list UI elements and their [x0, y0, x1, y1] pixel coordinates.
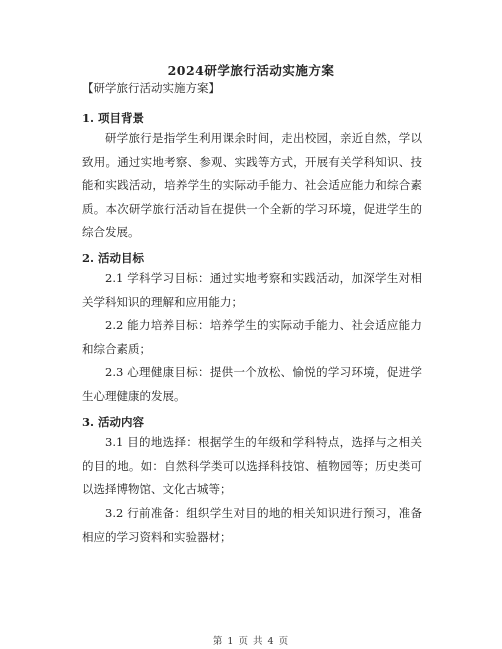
paragraph-background: 研学旅行是指学生利用课余时间，走出校园，亲近自然，学以致用。通过实地考察、参观、实践等方式，开展有关学科知识、技能和实践活动，培养学生的实际动手能力、社会适应能力和综合素质。本次研学旅行活动旨在提供一个全新的学习环境，促进学生的综合发展。 — [82, 131, 422, 239]
paragraph-goal-ability: 2.2 能力培养目标：培养学生的实际动手能力、社会适应能力和综合素质； — [82, 318, 422, 356]
section-heading-goals: 2. 活动目标 — [82, 251, 145, 265]
paragraph-goal-academic: 2.1 学科学习目标：通过实地考察和实践活动，加深学生对相关学科知识的理解和应用能力； — [82, 271, 422, 309]
section-heading-background: 1. 项目背景 — [82, 111, 145, 125]
paragraph-content-preparation: 3.2 行前准备：组织学生对目的地的相关知识进行预习，准备相应的学习资料和实验器材； — [82, 506, 422, 544]
paragraph-content-destination: 3.1 目的地选择：根据学生的年级和学科特点，选择与之相关的目的地。如：自然科学类可以选择科技馆、植物园等；历史类可以选择博物馆、文化古城等； — [82, 435, 422, 496]
page-footer: 第 1 页 共 4 页 — [212, 636, 290, 647]
document-title: 2024研学旅行活动实施方案 — [167, 63, 335, 78]
section-heading-content: 3. 活动内容 — [82, 415, 145, 429]
document-subtitle: 【研学旅行活动实施方案】 — [82, 81, 220, 95]
paragraph-goal-mental: 2.3 心理健康目标：提供一个放松、愉悦的学习环境，促进学生心理健康的发展。 — [82, 365, 422, 403]
